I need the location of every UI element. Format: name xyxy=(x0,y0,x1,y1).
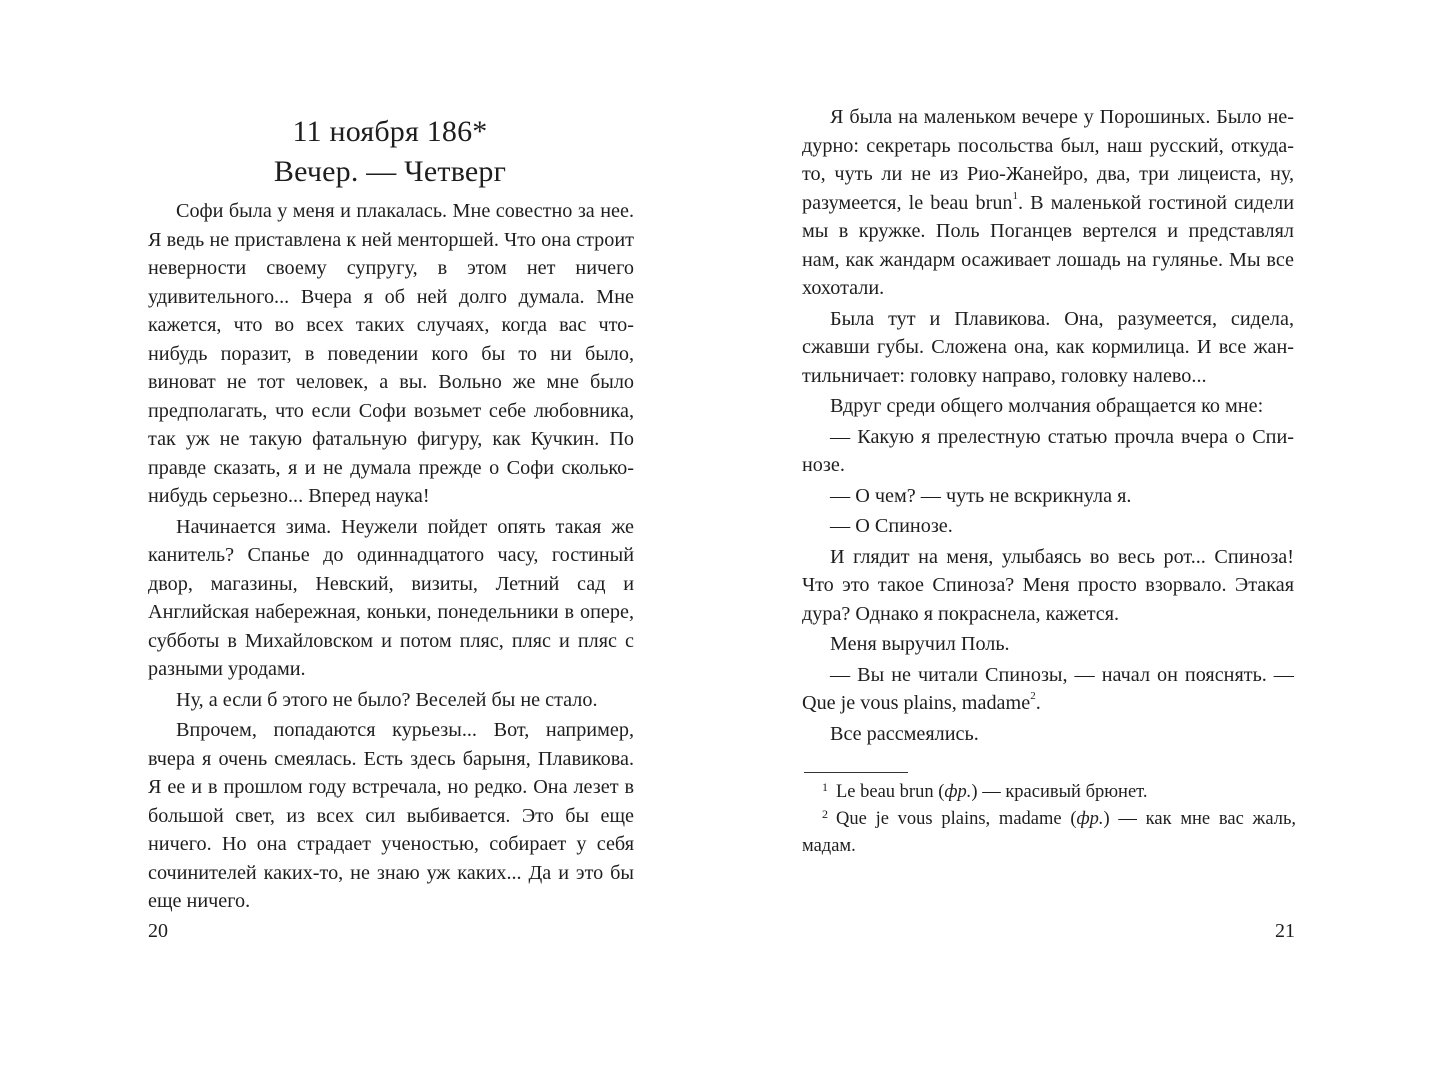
paragraph: И глядит на меня, улыбаясь во весь рот... Спиноза! Что это такое Спиноза? Меня просто взорвало. Этакая дура? Однако я покраснела, кажется. xyxy=(802,545,1294,625)
right-page xyxy=(726,0,1452,1080)
page-number-left: 20 xyxy=(148,920,168,942)
chapter-heading xyxy=(145,112,635,192)
left-body-text xyxy=(148,197,634,918)
heading-date: 11 ноября 186* xyxy=(292,115,488,148)
paragraph: — Какую я прелестную статью прочла вчера о Спинозе. xyxy=(802,425,1294,476)
right-body-text xyxy=(802,103,1294,750)
paragraph: Впрочем, попадаются курьезы... Вот, например, вчера я очень смеялась. Есть здесь барыня, Плавикова. Я ее и в прошлом году встречала, но редко. Она лезет в большой свет, из всех сил выбивается. Это бы еще ничего. Но она страдает ученостью, собирает у себя сочинителей каких-то, не знаю уж каких... Да и это бы еще ничего. xyxy=(148,719,634,912)
footnote-abbr: фр. xyxy=(1076,809,1104,829)
footnote xyxy=(802,806,1296,859)
footnote-divider xyxy=(804,772,908,773)
footnote-text: ) — красивый брюнет. xyxy=(971,782,1148,802)
footnote xyxy=(802,779,1296,806)
footnote-text: ) — как мне вас жаль, мадам. xyxy=(802,809,1296,856)
paragraph-text: . В маленькой гостиной сидели мы в кружке. Поль Поганцев вертелся и представлял нам, как жандарм осаживает лошадь на гулянье. Мы все хохотали. xyxy=(802,191,1295,299)
paragraph-text: — Вы не читали Спинозы, — начал он пояснять. — Que je vous plains, madame xyxy=(802,663,1294,714)
paragraph: Все рассмеялись. xyxy=(830,722,979,745)
paragraph xyxy=(802,103,1294,303)
page-number-right: 21 xyxy=(1275,920,1295,942)
paragraph xyxy=(802,661,1294,718)
paragraph: Вдруг среди общего молчания обращается ко мне: xyxy=(830,395,1264,417)
footnote-ref: 2 xyxy=(1030,690,1036,703)
paragraph: Софи была у меня и плакалась. Мне совестно за нее. Я ведь не приставлена к ней менторшей. Что она строит неверности своему супругу, в этом нет ничего удивительного... Вчера я об ней долго думала. Мне кажется, что во всех таких случаях, когда вас что-нибудь поразит, в поведении кого бы то ни было, виноват не тот человек, а вы. Вольно же мне было предполагать, что если Софи возьмет себе любовника, так уж не такую фатальную фигуру, как Кучкин. По правде сказать, я и не думала прежде о Софи сколько-нибудь серьезно... Вперед наука! xyxy=(148,200,634,507)
paragraph: Ну, а если б этого не было? Веселей бы не стало. xyxy=(176,688,598,711)
footnote-number: 2 xyxy=(822,807,828,821)
footnotes xyxy=(802,779,1296,859)
footnote-number: 1 xyxy=(822,780,828,794)
footnote-text: Que je vous plains, madame ( xyxy=(836,809,1077,829)
heading-subtitle: Вечер. — Четверг xyxy=(273,155,507,188)
paragraph: Меня выручил Поль. xyxy=(830,633,1010,655)
footnote-ref: 1 xyxy=(1012,189,1019,202)
paragraph: — О чем? — чуть не вскрикнула я. xyxy=(830,484,1132,507)
paragraph: — О Спинозе. xyxy=(830,515,953,537)
paragraph-text: . xyxy=(1035,692,1041,714)
footnote-text: Le beau brun ( xyxy=(836,782,945,802)
paragraph-text: Я была на маленьком вечере у Порошиных. Было недурно: секретарь посольства был, наш русский, откуда-то, чуть ли не из Рио-Жанейро, два, три лицеиста, ну, разумеется, le beau brun xyxy=(802,106,1294,214)
paragraph: Была тут и Плавикова. Она, разумеется, сидела, сжавши губы. Сложена она, как кормилица. И все жантильничает: головку направо, головку налево... xyxy=(802,307,1294,387)
paragraph: Начинается зима. Неужели пойдет опять такая же канитель? Спанье до одиннадцатого часу, гостиный двор, магазины, Невский, визиты, Летний сад и Английская набережная, коньки, понедельники в опере, субботы в Михайловском и потом пляс, пляс и пляс с разными уродами. xyxy=(148,515,634,680)
footnote-abbr: фр. xyxy=(944,782,972,802)
